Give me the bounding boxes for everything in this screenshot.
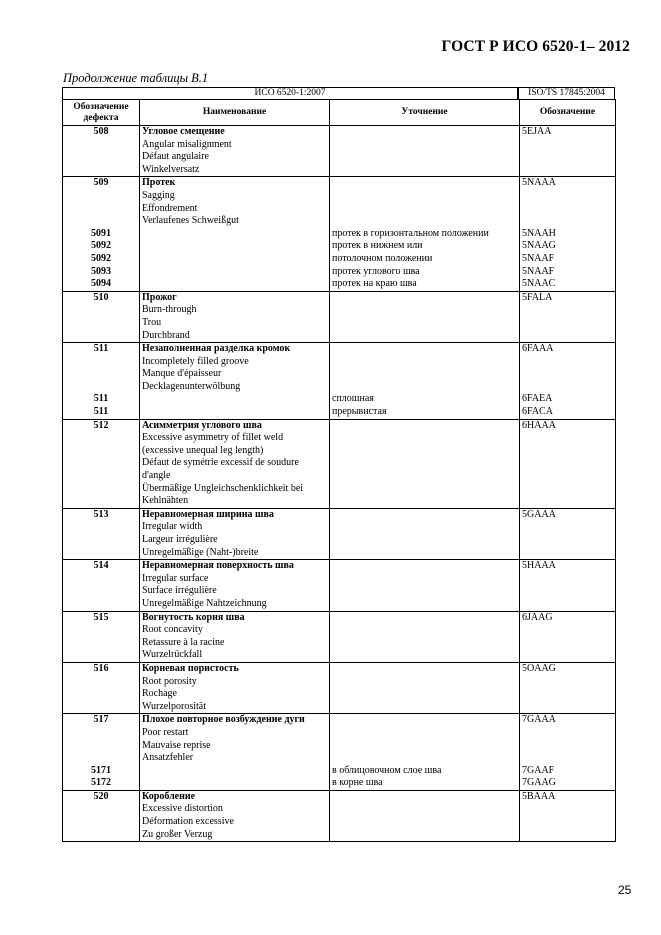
defect-subcode: 5094 [91, 278, 111, 290]
refinement-text: в облицовочном слое шва [332, 764, 442, 776]
defect-name-translation: Wurzelrückfall [142, 649, 203, 661]
defect-name-translation: Root porosity [142, 675, 197, 687]
defect-name-translation: Incompletely filled groove [142, 355, 249, 367]
page-number: 25 [618, 883, 632, 897]
defect-name-translation: Angular misalignment [142, 138, 232, 150]
defect-code-cell [63, 126, 140, 177]
defect-name-translation: Unregelmäßige (Naht-)breite [142, 546, 259, 558]
designation-code: 5GAAA [522, 508, 556, 520]
designation-code: 5FALA [522, 291, 553, 303]
defect-subcode: 5171 [91, 764, 111, 776]
spacer [332, 177, 517, 190]
designation-subcode: 7GAAG [522, 777, 556, 789]
defect-name-translation: Rochage [142, 688, 177, 700]
defect-code: 509 [93, 177, 109, 189]
designation-cell [520, 508, 616, 559]
table-row [63, 611, 616, 662]
table-row [63, 508, 616, 559]
defect-name-translation: Burn-through [142, 304, 197, 316]
spacer [522, 381, 613, 394]
refinement-cell [330, 508, 520, 559]
designation-cell [520, 662, 616, 713]
refinement-text: в корне шва [332, 777, 383, 789]
defect-name-translation: Manque d'épaisseur [142, 368, 222, 380]
refinement-cell [330, 343, 520, 420]
defect-name-ru: Незаполненная разделка кромок [142, 343, 291, 355]
designation-cell [520, 419, 616, 508]
designation-cell [520, 560, 616, 611]
defect-name-translation: (excessive unequal leg length) [142, 444, 264, 456]
defect-name-translation: Retassure à la racine [142, 636, 225, 648]
defect-name-cell [140, 508, 330, 559]
defect-name-translation: Déformation excessive [142, 816, 234, 828]
iso-standard-label: ИСО 6520-1:2007 [62, 87, 518, 100]
spacer [332, 190, 517, 203]
designation-code: 5OAAG [522, 662, 556, 674]
designation-code: 6FAAA [522, 343, 554, 355]
defect-name-cell [140, 560, 330, 611]
defect-name-translation: d'angle [142, 470, 171, 482]
col-header-code: Обозначение дефекта [63, 100, 140, 126]
defect-code-cell [63, 343, 140, 420]
defect-name-translation: Poor restart [142, 726, 189, 738]
designation-cell [520, 177, 616, 291]
defect-name-translation: Übermäßige Ungleichschenklichkeit bei [142, 482, 304, 494]
designation-cell [520, 714, 616, 791]
refinement-text: протек в нижнем или [332, 240, 423, 252]
designation-code: 7GAAA [522, 714, 556, 726]
defect-subcode: 5092 [91, 240, 111, 252]
spacer [332, 368, 517, 381]
spacer [522, 356, 613, 369]
defect-code: 520 [93, 790, 109, 802]
spacer [522, 203, 613, 216]
designation-cell [520, 611, 616, 662]
spacer [332, 215, 517, 228]
designation-cell [520, 126, 616, 177]
defect-code-cell [63, 611, 140, 662]
defect-code-cell [63, 291, 140, 342]
spacer [522, 215, 613, 228]
col-header-designation: Обозначение [520, 100, 616, 126]
defect-name-translation: Largeur irrégulière [142, 534, 218, 545]
refinement-text: прерывистая [332, 406, 387, 418]
spacer [65, 203, 137, 216]
defect-name-ru: Неравномерная ширина шва [142, 508, 274, 520]
spacer [332, 752, 517, 765]
defect-code: 512 [93, 419, 109, 431]
spacer [65, 381, 137, 394]
defect-name-cell [140, 714, 330, 791]
table-row [63, 419, 616, 508]
table-row [63, 714, 616, 791]
defect-subcode: 5091 [91, 227, 111, 239]
designation-code: 5BAAA [522, 790, 556, 802]
defect-name-cell [140, 291, 330, 342]
col-header-refinement: Уточнение [330, 100, 520, 126]
defect-code: 508 [93, 126, 109, 137]
defect-code: 515 [93, 611, 109, 623]
defect-code-cell [63, 419, 140, 508]
defect-code-cell [63, 508, 140, 559]
spacer [65, 368, 137, 381]
table-header-row [63, 100, 616, 126]
refinement-text: потолочном положении [332, 252, 433, 264]
defect-name-translation: Excessive distortion [142, 803, 223, 815]
refinement-text: сплошная [332, 393, 374, 405]
spacer [332, 343, 517, 356]
designation-subcode: 5NAAF [522, 265, 555, 277]
defect-code: 511 [93, 343, 109, 355]
defect-name-translation: Kehlnähten [142, 495, 189, 507]
designation-cell [520, 343, 616, 420]
spacer [522, 752, 613, 765]
designation-code: 6JAAG [522, 611, 553, 623]
col-header-name: Наименование [140, 100, 330, 126]
spacer [65, 740, 137, 753]
designation-subcode: 6FAEA [522, 393, 553, 405]
defect-code-cell [63, 790, 140, 841]
spacer [522, 727, 613, 740]
spacer [332, 356, 517, 369]
defect-name-cell [140, 611, 330, 662]
defect-name-translation: Trou [142, 316, 162, 328]
refinement-cell [330, 177, 520, 291]
defect-code: 517 [93, 714, 109, 726]
defect-subcode: 511 [93, 393, 109, 405]
defect-code: 514 [93, 560, 109, 572]
refinement-cell [330, 419, 520, 508]
refinement-cell [330, 662, 520, 713]
standard-header: ГОСТ Р ИСО 6520-1– 2012 [441, 38, 630, 55]
defect-name-translation: Ansatzfehler [142, 752, 194, 764]
designation-code: 6HAAA [522, 419, 556, 431]
defect-subcode: 5093 [91, 265, 111, 277]
defect-name-translation: Mauvaise reprise [142, 739, 211, 751]
defect-name-translation: Excessive asymmetry of fillet weld [142, 432, 284, 444]
spacer [332, 381, 517, 394]
spacer [522, 368, 613, 381]
defect-name-translation: Sagging [142, 189, 175, 201]
defect-name-cell [140, 343, 330, 420]
defect-name-translation: Wurzelporosität [142, 700, 207, 712]
defect-name-translation: Decklagenunterwölbung [142, 380, 241, 392]
spacer [522, 740, 613, 753]
defect-name-translation: Surface irrégulière [142, 585, 217, 597]
spacer [65, 215, 137, 228]
defect-name-ru: Коробление [142, 790, 196, 802]
defect-subcode: 5092 [91, 252, 111, 264]
defect-subcode: 511 [93, 406, 109, 418]
designation-subcode: 5NAAG [522, 240, 556, 252]
defect-name-translation: Défaut angulaire [142, 151, 209, 163]
defect-name-ru: Асимметрия углового шва [142, 419, 262, 431]
designation-code: 5EJAA [522, 126, 552, 137]
defect-name-cell [140, 662, 330, 713]
table-caption: Продолжение таблицы В.1 [63, 71, 209, 85]
table-row [63, 177, 616, 291]
defect-code: 510 [93, 291, 109, 303]
spacer [522, 190, 613, 203]
spacer [65, 190, 137, 203]
defect-name-ru: Плохое повторное возбуждение дуги [142, 714, 305, 726]
designation-subcode: 5NAAC [522, 278, 556, 290]
table-row [63, 291, 616, 342]
defect-name-translation: Irregular width [142, 521, 203, 533]
designation-cell [520, 291, 616, 342]
defect-name-cell [140, 126, 330, 177]
refinement-cell [330, 126, 520, 177]
table-row [63, 662, 616, 713]
spacer [332, 714, 517, 727]
spacer [65, 752, 137, 765]
defect-code-cell [63, 177, 140, 291]
defect-name-translation: Winkelversatz [142, 163, 200, 175]
designation-cell [520, 790, 616, 841]
defect-name-translation: Zu großer Verzug [142, 828, 213, 840]
refinement-cell [330, 560, 520, 611]
defect-name-translation: Effondrement [142, 202, 198, 214]
designation-subcode: 5NAAH [522, 227, 556, 239]
defect-code: 513 [93, 508, 109, 520]
defect-name-translation: Root concavity [142, 624, 203, 636]
defect-name-translation: Verlaufenes Schweißgut [142, 215, 239, 227]
table-row [63, 343, 616, 420]
designation-subcode: 5NAAF [522, 252, 555, 264]
designation-subcode: 7GAAF [522, 764, 555, 776]
defect-code: 516 [93, 662, 109, 674]
defect-name-ru: Прожог [142, 291, 177, 303]
refinement-cell [330, 611, 520, 662]
defect-name-translation: Unregelmäßige Nahtzeichnung [142, 597, 267, 609]
refinement-text: протек на краю шва [332, 278, 417, 290]
defect-name-ru: Корневая пористость [142, 662, 239, 674]
defect-name-cell [140, 790, 330, 841]
defect-name-ru: Угловое смещение [142, 126, 225, 137]
defect-code-cell [63, 714, 140, 791]
defect-name-ru: Вогнутость корня шва [142, 611, 245, 623]
defect-name-ru: Неравномерная поверхность шва [142, 560, 294, 572]
spacer [332, 740, 517, 753]
ts-standard-label: ISO/TS 17845:2004 [518, 87, 615, 100]
designation-code: 5HAAA [522, 560, 556, 572]
refinement-cell [330, 790, 520, 841]
refinement-text: протек углового шва [332, 265, 420, 277]
table-row [63, 560, 616, 611]
defect-code-cell [63, 662, 140, 713]
refinement-cell [330, 714, 520, 791]
designation-code: 5NAAA [522, 177, 556, 189]
defect-name-cell [140, 419, 330, 508]
designation-subcode: 6FACA [522, 406, 553, 418]
spacer [332, 727, 517, 740]
spacer [65, 727, 137, 740]
table-row [63, 790, 616, 841]
defect-subcode: 5172 [91, 777, 111, 789]
refinement-cell [330, 291, 520, 342]
refinement-text: протек в горизонтальном положении [332, 227, 489, 239]
defect-name-cell [140, 177, 330, 291]
defect-code-cell [63, 560, 140, 611]
defect-name-translation: Durchbrand [142, 329, 190, 341]
defect-name-translation: Défaut de symétrie excessif de soudure [142, 457, 299, 469]
defects-table [62, 99, 616, 842]
defect-name-ru: Протек [142, 177, 176, 189]
spacer [65, 356, 137, 369]
defect-name-translation: Irregular surface [142, 572, 209, 584]
spacer [332, 203, 517, 216]
table-row [63, 126, 616, 177]
